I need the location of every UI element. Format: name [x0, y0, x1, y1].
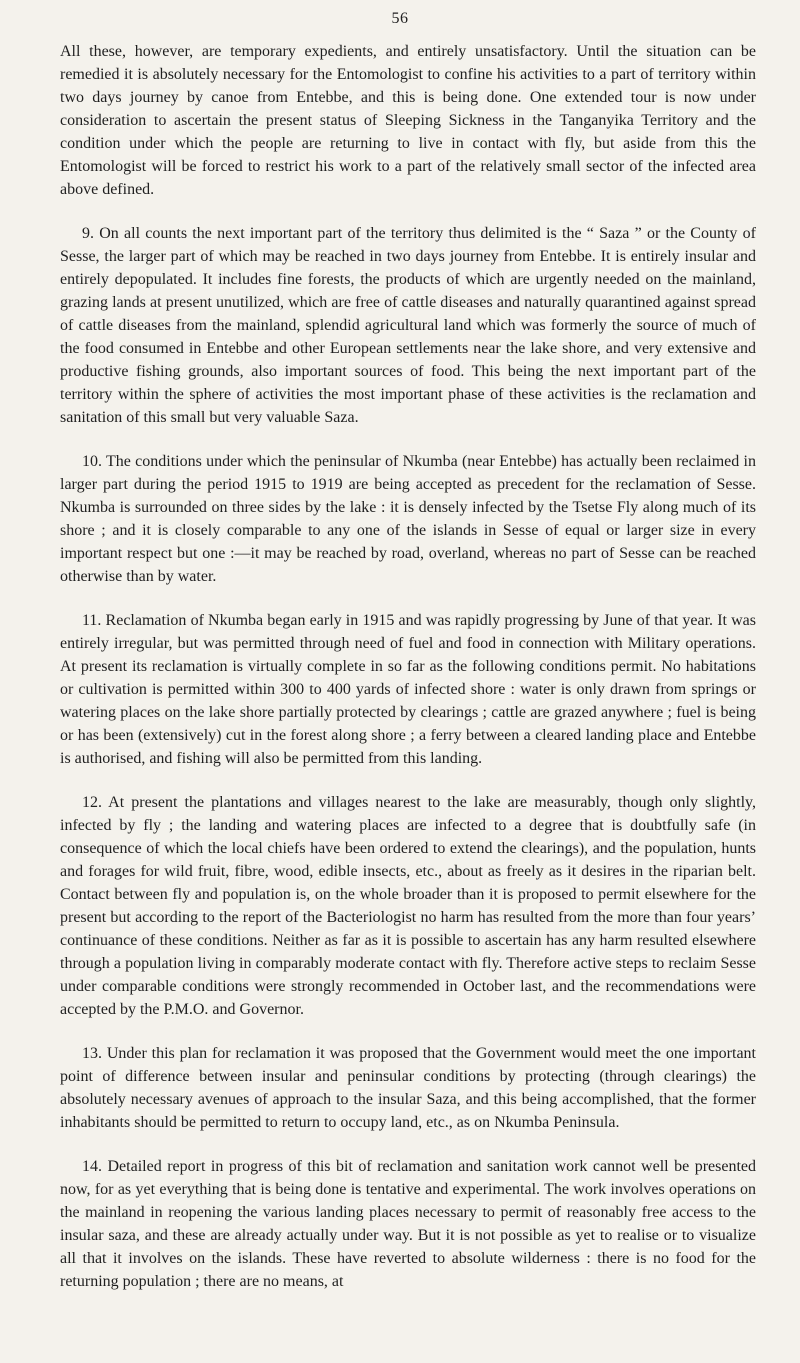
- paragraph-11: 11. Reclamation of Nkumba began early in 1915 and was rapidly progressing by June of that year. It was entirely irregular, but was permitted through need of fuel and food in connection with Military operations. At present its reclamation is virtually complete in so far as the following conditions permit. No habitations or cultivation is permitted within 300 to 400 yards of infected shore : water is only drawn from springs or watering places on the lake shore partially protected by clearings ; cattle are grazed anywhere ; fuel is being or has been (extensively) cut in the forest along shore ; a ferry between a cleared landing place and Entebbe is authorised, and fishing will also be permitted from this landing.: [60, 612, 756, 767]
- paragraph-12: 12. At present the plantations and villages nearest to the lake are measurably, though only slightly, infected by fly ; the landing and watering places are infected to a degree that is doubtfully safe (in consequence of which the local chiefs have been ordered to extend the clearings), and the population, hunts and forages for wild fruit, fibre, wood, edible insects, etc., about as freely as it desires in the riparian belt. Contact between fly and population is, on the whole broader than it is proposed to permit elsewhere for the present but according to the report of the Bacteriologist no harm has resulted from the more than four years’ continuance of these conditions. Neither as far as it is possible to ascertain has any harm resulted elsewhere through a population living in comparably moderate contact with fly. Therefore active steps to reclaim Sesse under comparable conditions were strongly recommended in October last, and the recommendations were accepted by the P.M.O. and Governor.: [60, 794, 756, 1018]
- paragraph-intro: All these, however, are temporary expedients, and entirely unsatisfactory. Until the situation can be remedied it is absolutely necessary for the Entomologist to confine his activities to a part of territory within two days journey by canoe from Entebbe, and this is being done. One extended tour is now under consideration to ascertain the present status of Sleeping Sickness in the Tanganyika Territory and the condition under which the people are returning to live in contact with fly, but aside from this the Entomologist will be forced to restrict his work to a part of the relatively small sector of the infected area above defined.: [60, 43, 756, 198]
- paragraph-10: 10. The conditions under which the peninsular of Nkumba (near Entebbe) has actually been reclaimed in larger part during the period 1915 to 1919 are being accepted as precedent for the reclamation of Sesse. Nkumba is surrounded on three sides by the lake : it is densely infected by the Tsetse Fly along much of its shore ; and it is closely comparable to any one of the islands in Sesse of equal or larger size in every important respect but one :—it may be reached by road, overland, whereas no part of Sesse can be reached otherwise than by water.: [60, 453, 756, 585]
- paragraph-13: 13. Under this plan for reclamation it was proposed that the Government would meet the one important point of difference between insular and peninsular conditions by protecting (through clearings) the absolutely necessary avenues of approach to the insular Saza, and this being accomplished, that the former inhabitants should be permitted to return to occupy land, etc., as on Nkumba Peninsula.: [60, 1045, 756, 1131]
- document-body: [60, 40, 756, 1293]
- paragraph-14: 14. Detailed report in progress of this bit of reclamation and sanitation work cannot well be presented now, for as yet everything that is being done is tentative and experimental. The work involves operations on the mainland in reopening the various landing places necessary to permit of reasonably free access to the insular saza, and these are already actually under way. But it is not possible as yet to realise or to visualize all that it involves on the islands. These have reverted to absolute wilderness : there is no food for the returning population ; there are no means, at: [60, 1158, 756, 1290]
- paragraph-9: 9. On all counts the next important part of the territory thus delimited is the “ Saza ” or the County of Sesse, the larger part of which may be reached in two days journey from Entebbe. It is entirely insular and entirely depopulated. It includes fine forests, the products of which are urgently needed on the mainland, grazing lands at present unutilized, which are free of cattle diseases and naturally quarantined against spread of cattle diseases from the mainland, splendid agricultural land which was formerly the source of much of the food consumed in Entebbe and other European settlements near the lake shore, and very extensive and productive fishing grounds, also important sources of food. This being the next important part of the territory within the sphere of activities the most important phase of these activities is the reclamation and sanitation of this small but very valuable Saza.: [60, 225, 756, 426]
- page-number: 56: [391, 10, 409, 27]
